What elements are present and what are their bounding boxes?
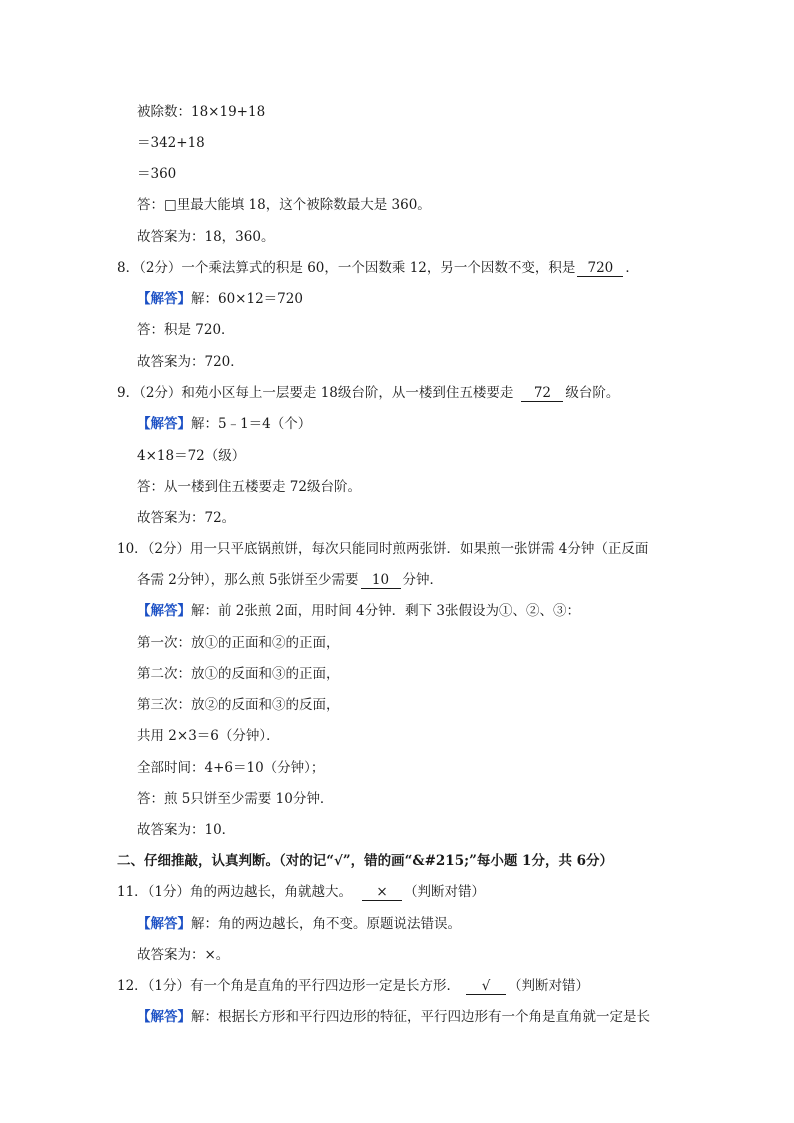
- question-10: [137, 570, 443, 590]
- prev-solution-line-3: ＝360: [137, 166, 177, 182]
- question-10-solution: [137, 601, 580, 621]
- question-12-solution: [137, 1007, 650, 1027]
- question-8-answer-blank: 720: [577, 260, 623, 277]
- question-9-solution: [137, 414, 311, 434]
- section-heading: 二、仔细推敲，认真判断。（对的记“√”，错的画“&#215;”每小题 1分，共 6分）: [117, 853, 614, 869]
- solution-text: 解：5﹣1＝4（个）: [191, 416, 312, 432]
- question-9-step: 4×18＝72（级）: [137, 448, 246, 464]
- question-9-final: 故答案为：72。: [137, 510, 236, 526]
- question-10-answer-blank: 10: [361, 572, 401, 589]
- question-10-answer: 答：煎 5只饼至少需要 10分钟．: [137, 791, 334, 807]
- question-11-answer-blank: ×: [362, 884, 402, 901]
- question-10-step-5: 全部时间：4+6＝10（分钟）；: [137, 760, 325, 776]
- question-10-stem-line-1: 10．（2分）用一只平底锅煎饼，每次只能同时煎两张饼．如果煎一张饼需 4分钟（正反面: [117, 541, 649, 557]
- question-11-end: （判断对错）: [404, 884, 486, 900]
- prev-solution-line-2: ＝342+18: [137, 135, 205, 151]
- question-10-step-2: 第二次：放①的反面和③的正面，: [137, 666, 340, 682]
- question-12-end: （判断对错）: [508, 978, 590, 994]
- question-10-step-3: 第三次：放②的反面和③的反面，: [137, 697, 340, 713]
- question-10-final: 故答案为：10．: [137, 822, 236, 838]
- question-9: [117, 383, 619, 403]
- question-12: [117, 976, 589, 996]
- question-8-solution: [137, 289, 303, 309]
- question-11-stem: 11．（1分）角的两边越长，角就越大。: [117, 884, 353, 900]
- solution-tag: 【解答】: [137, 916, 191, 932]
- question-11: [117, 882, 485, 902]
- question-9-answer: 答：从一楼到住五楼要走 72级台阶。: [137, 479, 361, 495]
- question-8-answer: 答：积是 720．: [137, 322, 235, 338]
- question-12-answer-blank: √: [466, 978, 506, 995]
- solution-text: 解：根据长方形和平行四边形的特征，平行四边形有一个角是直角就一定是长: [191, 1009, 650, 1025]
- solution-text: 解：前 2张煎 2面，用时间 4分钟．剩下 3张假设为①、②、③：: [191, 603, 581, 619]
- question-8: [117, 258, 639, 278]
- solution-tag: 【解答】: [137, 291, 191, 307]
- solution-tag: 【解答】: [137, 1009, 191, 1025]
- question-12-stem: 12．（1分）有一个角是直角的平行四边形一定是长方形．: [117, 978, 461, 994]
- question-10-stem-line-2: 各需 2分钟），那么煎 5张饼至少需要: [137, 572, 359, 588]
- question-8-final: 故答案为：720．: [137, 354, 244, 370]
- question-10-step-4: 共用 2×3＝6（分钟）．: [137, 728, 280, 744]
- question-10-end: 分钟．: [402, 572, 444, 588]
- solution-text: 解：60×12＝720: [191, 291, 303, 307]
- prev-final-answer: 故答案为：18，360。: [137, 229, 275, 245]
- question-9-answer-blank: 72: [521, 385, 563, 402]
- prev-solution-line-1: 被除数：18×19+18: [137, 104, 266, 120]
- question-9-end: 级台阶。: [565, 385, 620, 401]
- question-8-stem: 8．（2分）一个乘法算式的积是 60，一个因数乘 12，另一个因数不变，积是: [117, 260, 576, 276]
- solution-text: 解：角的两边越长，角不变。原题说法错误。: [191, 916, 461, 932]
- question-10-step-1: 第一次：放①的正面和②的正面，: [137, 635, 340, 651]
- question-9-stem: 9．（2分）和苑小区每上一层要走 18级台阶，从一楼到住五楼要走: [117, 385, 514, 401]
- question-11-final: 故答案为：×。: [137, 947, 230, 963]
- solution-tag: 【解答】: [137, 603, 191, 619]
- solution-tag: 【解答】: [137, 416, 191, 432]
- question-11-solution: [137, 914, 461, 934]
- question-8-end: ．: [625, 260, 639, 276]
- prev-solution-answer: 答：□里最大能填 18，这个被除数最大是 360。: [137, 197, 431, 213]
